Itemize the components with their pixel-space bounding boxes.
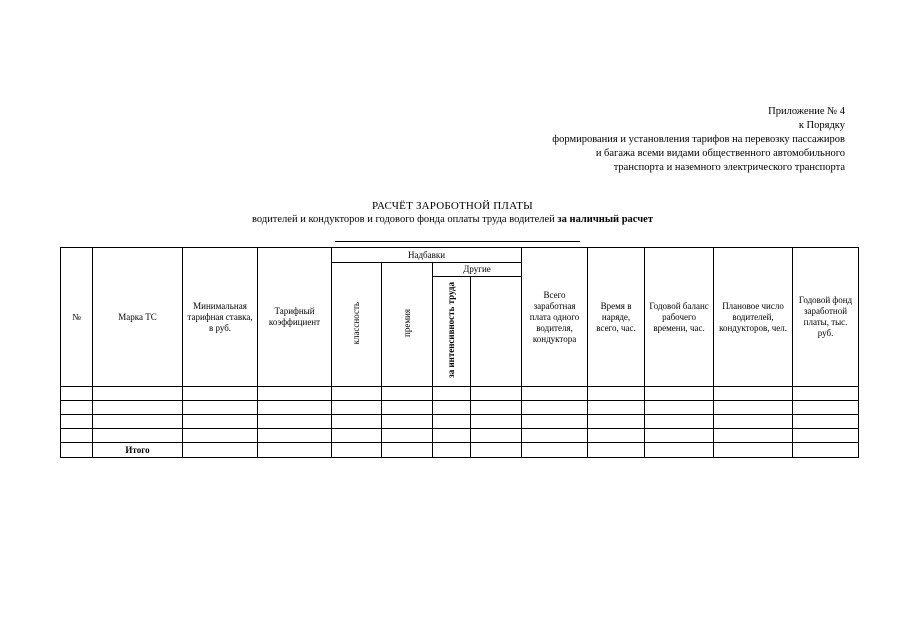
appendix-line: транспорта и наземного электрического транспорта <box>613 162 845 173</box>
table-cell <box>793 443 859 458</box>
table-cell <box>61 429 93 443</box>
table-cell <box>471 415 522 429</box>
table-cell <box>258 401 332 415</box>
header-allowances: Надбавки <box>332 248 522 263</box>
table-cell <box>61 415 93 429</box>
table-cell <box>183 387 258 401</box>
table-cell <box>793 415 859 429</box>
table-cell <box>258 429 332 443</box>
table-cell <box>588 415 645 429</box>
table-cell <box>183 401 258 415</box>
table-cell <box>714 429 793 443</box>
table-cell <box>332 429 382 443</box>
table-cell <box>382 415 433 429</box>
table-cell <box>93 429 183 443</box>
table-cell <box>522 443 588 458</box>
table-cell <box>714 401 793 415</box>
appendix-line: формирования и установления тарифов на перевозку пассажиров <box>552 134 845 145</box>
table-cell <box>471 387 522 401</box>
table-cell <box>382 429 433 443</box>
table-cell <box>258 443 332 458</box>
table-cell <box>522 429 588 443</box>
table-cell <box>382 443 433 458</box>
header-class-text: классность <box>351 301 361 345</box>
total-label: Итого <box>93 443 183 458</box>
header-annual-fund: Годовой фонд заработной платы, тыс. руб. <box>793 248 859 387</box>
header-other: Другие <box>433 263 522 277</box>
table-cell <box>61 443 93 458</box>
table-cell <box>588 429 645 443</box>
table-cell <box>183 429 258 443</box>
table-cell <box>258 387 332 401</box>
header-planned-count: Плановое число водителей, кондукторов, чел. <box>714 248 793 387</box>
table-cell <box>714 387 793 401</box>
header-number: № <box>61 248 93 387</box>
table-cell <box>793 401 859 415</box>
table-cell <box>382 401 433 415</box>
table-cell <box>433 415 471 429</box>
header-intensity-text: за интенсивность труда <box>446 282 456 378</box>
header-time-on-duty: Время в наряде, всего, час. <box>588 248 645 387</box>
table-row <box>61 401 859 415</box>
header-row <box>61 248 859 263</box>
subtitle-regular: водителей и кондукторов и годового фонда оплаты труда водителей <box>252 214 558 225</box>
table-row <box>61 415 859 429</box>
header-other-blank <box>471 277 522 387</box>
table-cell <box>433 443 471 458</box>
table-cell <box>332 401 382 415</box>
table-cell <box>332 415 382 429</box>
table-cell <box>258 415 332 429</box>
header-bonus-text: премия <box>401 309 412 337</box>
table-cell <box>522 415 588 429</box>
table-cell <box>471 443 522 458</box>
document-title: РАСЧЁТ ЗАРОБОТНОЙ ПЛАТЫ <box>372 200 533 212</box>
table-cell <box>645 401 714 415</box>
table-cell <box>433 401 471 415</box>
table-cell <box>183 415 258 429</box>
table-cell <box>93 415 183 429</box>
table-cell <box>588 387 645 401</box>
table-cell <box>471 401 522 415</box>
table-cell <box>93 387 183 401</box>
header-intensity <box>433 277 471 387</box>
table-cell <box>332 443 382 458</box>
header-total-salary: Всего заработная плата одного водителя, кондуктора <box>522 248 588 387</box>
document-heading <box>0 199 905 227</box>
table-cell <box>645 443 714 458</box>
table-cell <box>183 443 258 458</box>
document-subtitle <box>0 213 905 227</box>
table-cell <box>471 429 522 443</box>
total-row <box>61 443 859 458</box>
table-cell <box>61 401 93 415</box>
header-class <box>332 263 382 387</box>
table-cell <box>588 443 645 458</box>
table-cell <box>714 415 793 429</box>
salary-table <box>60 247 859 458</box>
header-tariff-coef: Тарифный коэффициент <box>258 248 332 387</box>
title-underline <box>335 241 580 242</box>
header-min-rate: Минимальная тарифная ставка, в руб. <box>183 248 258 387</box>
table-cell <box>714 443 793 458</box>
table-cell <box>332 387 382 401</box>
table-cell <box>93 401 183 415</box>
appendix-block <box>445 105 845 175</box>
subtitle-bold: за наличный расчет <box>557 214 653 225</box>
table-cell <box>522 401 588 415</box>
table-cell <box>433 387 471 401</box>
header-bonus <box>382 263 433 387</box>
table-body <box>61 387 859 458</box>
table-cell <box>433 429 471 443</box>
table-cell <box>793 387 859 401</box>
table-cell <box>645 387 714 401</box>
appendix-line: Приложение № 4 <box>768 106 845 117</box>
table-cell <box>645 429 714 443</box>
table-cell <box>588 401 645 415</box>
header-annual-balance: Годовой баланс рабочего времени, час. <box>645 248 714 387</box>
table-cell <box>61 387 93 401</box>
table-cell <box>382 387 433 401</box>
table-cell <box>793 429 859 443</box>
table-cell <box>645 415 714 429</box>
appendix-line: и багажа всеми видами общественного автомобильного <box>595 148 845 159</box>
header-brand: Марка ТС <box>93 248 183 387</box>
table-row <box>61 387 859 401</box>
table-row <box>61 429 859 443</box>
table-cell <box>522 387 588 401</box>
appendix-line: к Порядку <box>798 120 845 131</box>
